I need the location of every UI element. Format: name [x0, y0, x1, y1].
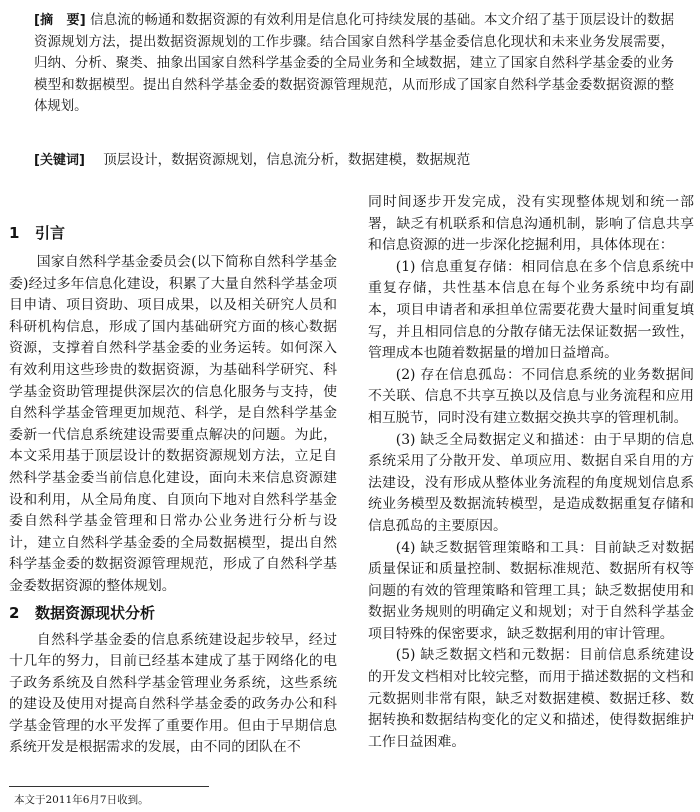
abstract-text: 信息流的畅通和数据资源的有效利用是信息化可持续发展的基础。本文介绍了基于顶层设计的数据资源规划方法，提出数据资源规划的工作步骤。结合国家自然科学基金委信息化现状和未来业务发展需要，归纳、分析、聚类、抽象出国家自然科学基金委的全局业务和全域数据，建立了国家自然科学基金委的业务模型和数据模型。提出自然科学基金委的数据资源管理规范，从而形成了国家自然科学基金委数据资源的整体规划。 [34, 13, 674, 115]
keywords-text: 顶层设计，数据资源规划，信息流分析，数据建模，数据规范 [103, 152, 471, 168]
section-2-number: 2 [9, 603, 20, 622]
keywords-label: [关键词] [34, 153, 85, 168]
right-paragraph-0: 同时间逐步开发完成，没有实现整体规划和统一部署，缺乏有机联系和信息沟通机制，影响了信息共享和信息资源的进一步深化挖掘利用，具体体现在： [368, 194, 694, 254]
right-paragraph-4: (4) 缺乏数据管理策略和工具：目前缺乏对数据质量保证和质量控制、数据标准规范、数据所有权等问题的有效的管理策略和管理工具；缺乏数据使用和数据业务规则的明确定义和规划；对于自然科学基金项目特殊的保密要求，缺乏数据利用的审计管理。 [368, 539, 694, 642]
right-paragraph-2: (2) 存在信息孤岛：不同信息系统的业务数据间不关联、信息不共享互换以及信息与业务流程和应用相互脱节，同时没有建立数据交换共享的管理机制。 [368, 366, 694, 426]
section-1-title: 引言 [35, 224, 66, 242]
footnote: 本文于2011年6月7日收到。 [14, 794, 149, 806]
abstract-label: [摘 要] [34, 13, 86, 28]
section-2-paragraph: 自然科学基金委的信息系统建设起步较早，经过十几年的努力，目前已经基本建成了基于网络化的电子政务系统及自然科学基金管理业务系统，这些系统的建设及使用对提高自然科学基金委的政务办公和科学基金管理的水平发挥了重要作用。但由于早期信息系统开发是根据需求的发展，由不同的团队在不 [9, 631, 337, 756]
left-column [9, 222, 337, 759]
section-1-number: 1 [9, 224, 20, 242]
section-2-title: 数据资源现状分析 [35, 603, 156, 622]
keywords-block [34, 150, 674, 171]
right-paragraph-1: (1) 信息重复存储：相同信息在多个信息系统中重复存储，共性基本信息在每个业务系统中均有副本，项目申请者和承担单位需要花费大量时间重复填写，并且相同信息的分散存储无法保证数据一致性，管理成本也随着数据量的增加日益增高。 [368, 258, 694, 362]
abstract-block [34, 10, 674, 118]
right-column [368, 192, 694, 753]
section-1-heading [9, 222, 337, 244]
section-2-heading [9, 602, 337, 624]
right-paragraph-5: (5) 缺乏数据文档和元数据：目前信息系统建设的开发文档相对比较完整，而用于描述数据的文档和元数据则非常有限，缺乏对数据建模、数据迁移、数据转换和数据结构变化的定义和描述，使得数据维护工作日益困难。 [368, 647, 694, 750]
right-paragraph-3: (3) 缺乏全局数据定义和描述：由于早期的信息系统采用了分散开发、单项应用、数据自采自用的方法建设，没有形成从整体业务流程的角度规划信息系统业务模型及数据流转模型，是造成数据重复存储和信息孤岛的主要原因。 [368, 431, 694, 534]
section-1-paragraph: 国家自然科学基金委员会(以下简称自然科学基金委)经过多年信息化建设，积累了大量自然科学基金项目申请、项目资助、项目成果，以及相关研究人员和科研机构信息，形成了国内基础研究方面的核心数据资源，支撑着自然科学基金委的业务运转。如何深入有效利用这些珍贵的数据资源，为基础科学研究、科学基金资助管理提供深层次的信息化服务与支持，使自然科学基金管理更加规范、科学，是自然科学基金委新一代信息系统建设需要重点解决的问题。为此，本文采用基于顶层设计的数据资源规划方法，立足自然科学基金委当前信息化建设，面向未来信息资源建设和利用，从全局角度、自顶向下地对自然科学基金委自然科学基金管理和日常办公业务进行分析与设计，建立自然科学基金委的全局数据模型，提出自然科学基金委的数据资源管理规范，形成了自然科学基金委数据资源的整体规划。 [9, 254, 337, 594]
footnote-rule [9, 786, 209, 787]
